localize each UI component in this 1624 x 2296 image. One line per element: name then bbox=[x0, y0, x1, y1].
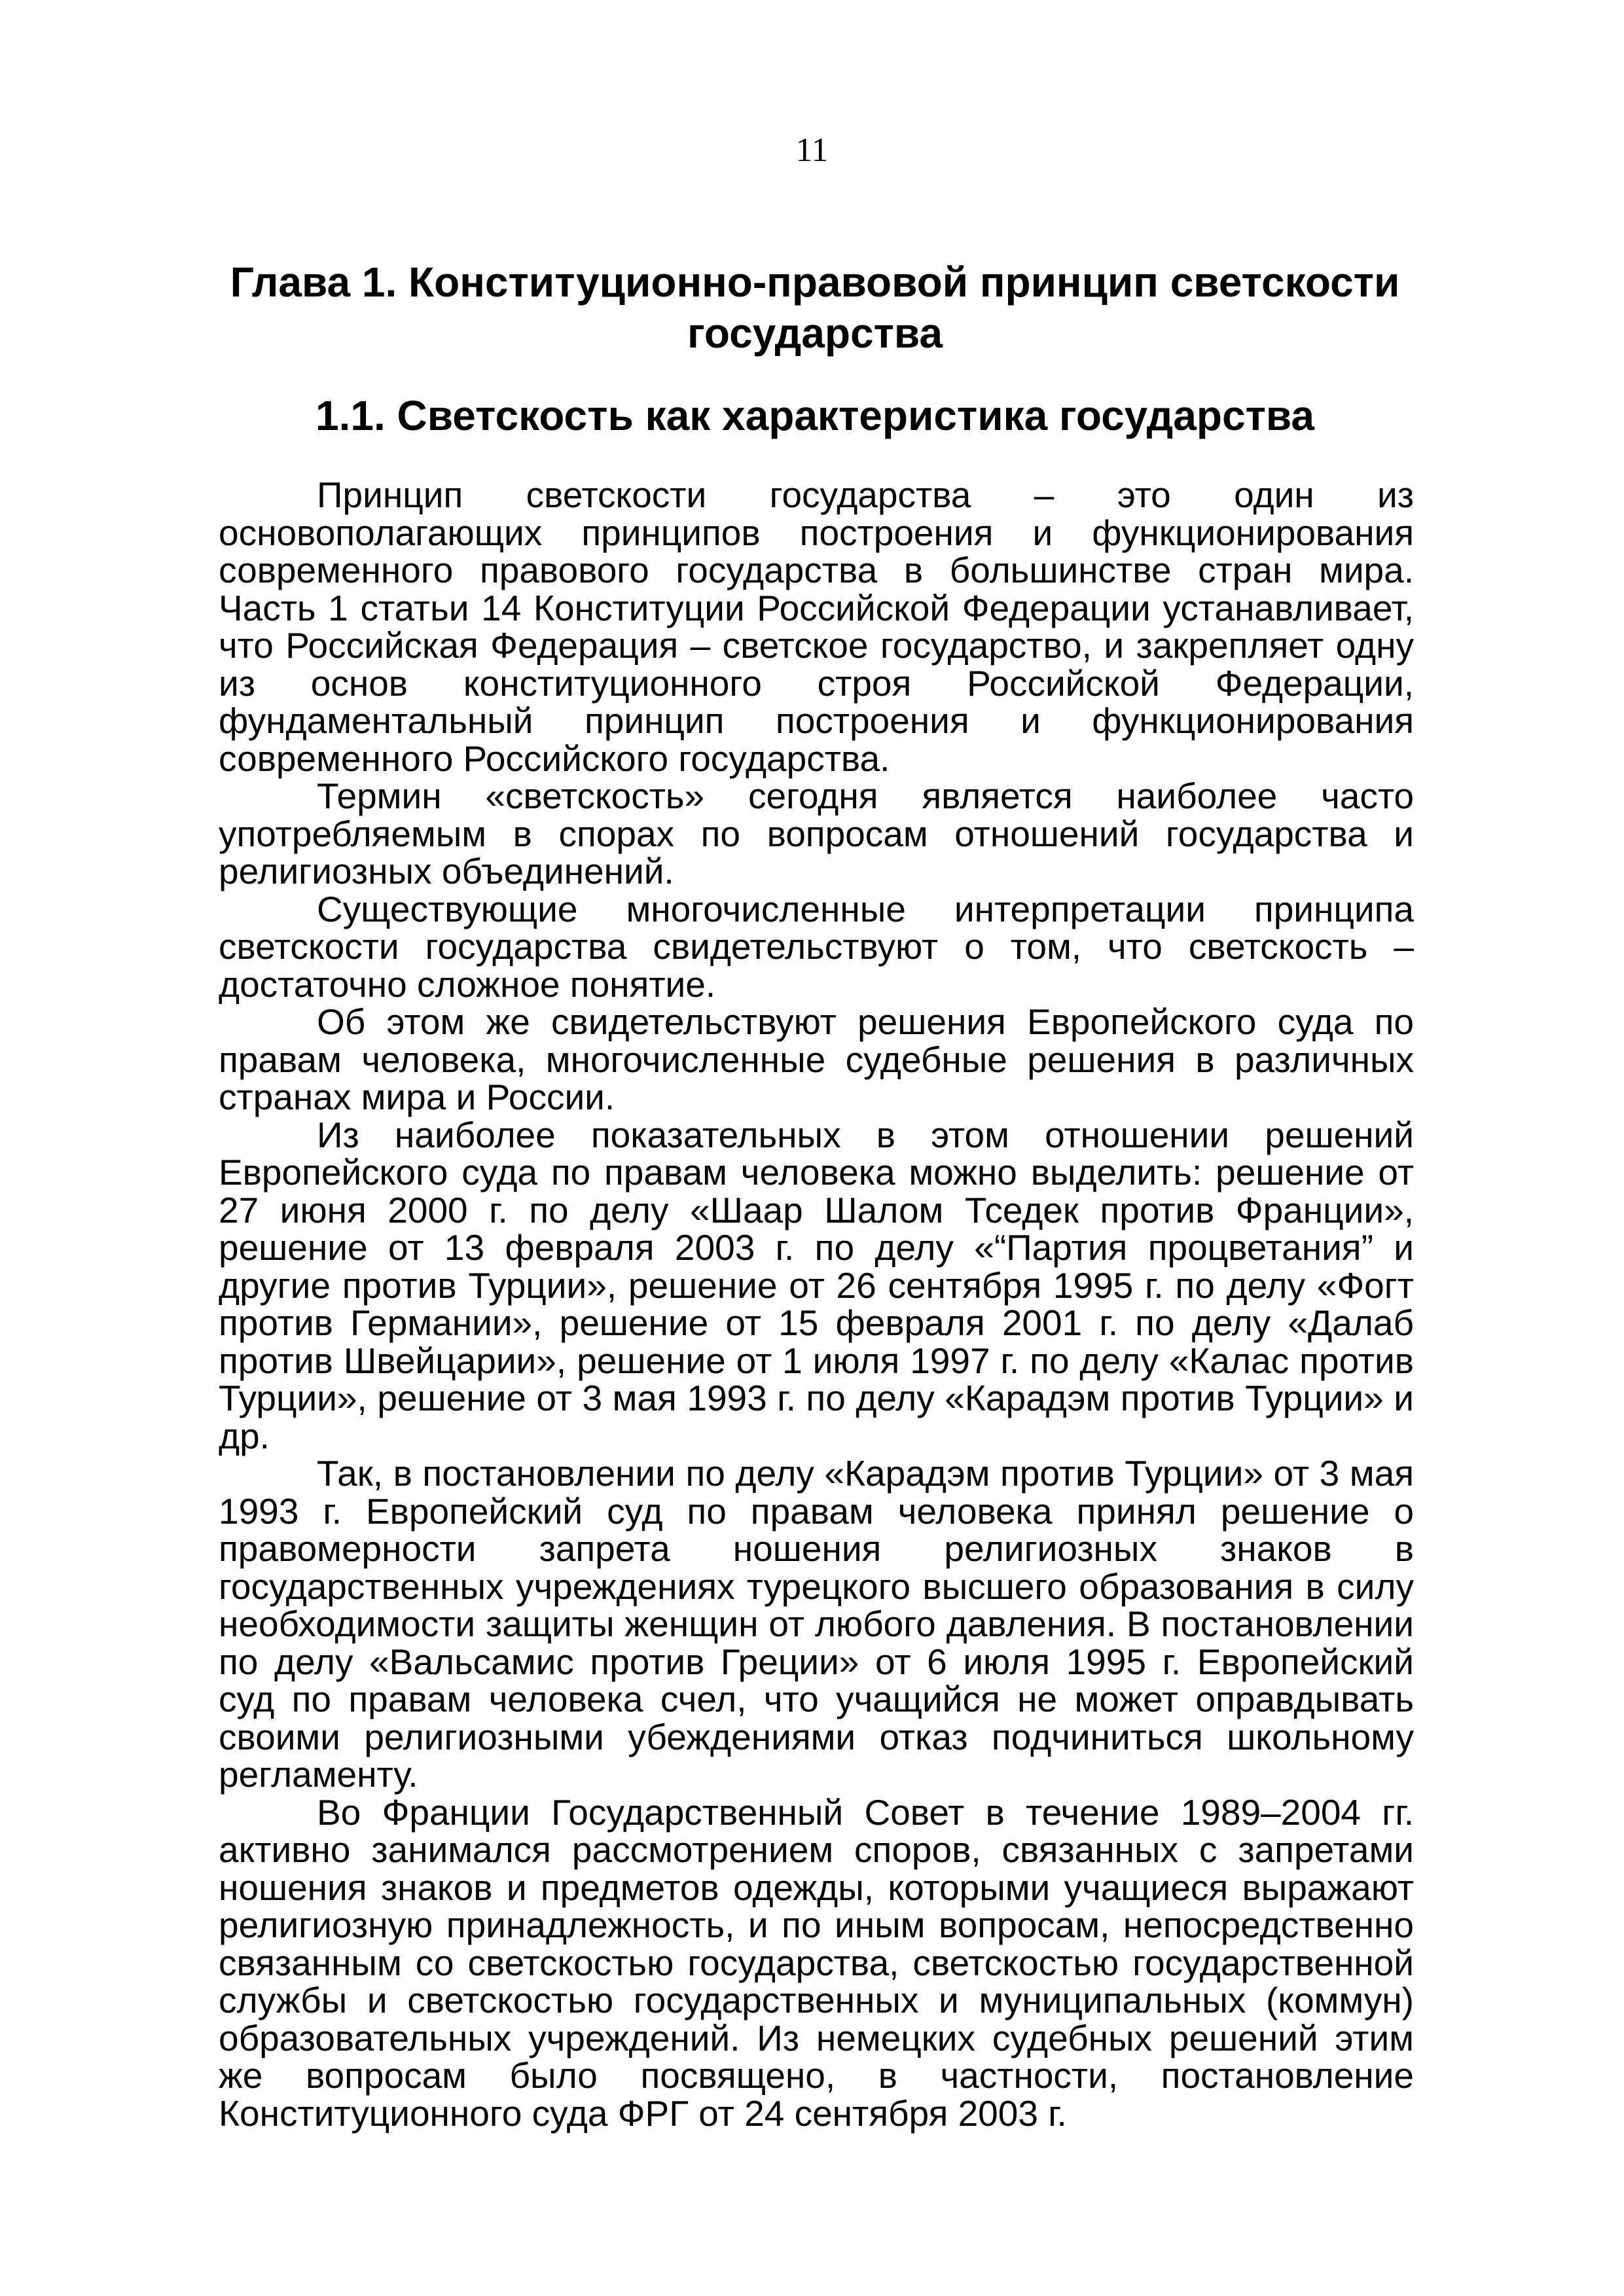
paragraph-6: Так, в постановлении по делу «Карадэм против Турции» от 3 мая 1993 г. Европейский суд по правам человека принял решение о правомерности запрета ношения религиозных знаков в государственных учреждениях турецкого высшего образования в силу необходимости защиты женщин от любого давления. В постановлении по делу «Вальсамис против Греции» от 6 июля 1995 г. Европейский суд по правам человека счел, что учащийся не может оправдывать своими религиозными убеждениями отказ подчиниться школьному регламенту. bbox=[219, 1453, 1414, 1795]
paragraph-7: Во Франции Государственный Совет в течение 1989–2004 гг. активно занимался рассмотрением споров, связанных с запретами ношения знаков и предметов одежды, которыми учащиеся выражают религиозную принадлежность, и по иным вопросам, непосредственно связанным со светскостью государства, светскостью государственной службы и светскостью государственных и муниципальных (коммун) образовательных учреждений. Из немецких судебных решений этим же вопросам было посвящено, в частности, постановление Конституционного суда ФРГ от 24 сентября 2003 г. bbox=[219, 1791, 1414, 2134]
paragraph-4: Об этом же свидетельствуют решения Европейского суда по правам человека, многочисленные судебные решения в различных странах мира и России. bbox=[219, 1001, 1414, 1117]
paragraph-1: Принцип светскости государства – это один из основополагающих принципов построения и функционирования современного правового государства в большинстве стран мира. Часть 1 статьи 14 Конституции Российской Федерации устанавливает, что Российская Федерация – светское государство, и закрепляет одну из основ конституционного строя Российской Федерации, фундаментальный принцип построения и функционирования современного Российского государства. bbox=[219, 475, 1414, 779]
paragraph-3: Существующие многочисленные интерпретации принципа светскости государства свидетельствуют о том, что светскость – достаточно сложное понятие. bbox=[219, 888, 1414, 1005]
body-text bbox=[219, 476, 1414, 2132]
paragraph-5: Из наиболее показательных в этом отношении решений Европейского суда по правам человека можно выделить: решение от 27 июня 2000 г. по делу «Шаар Шалом Тседек против Франции», решение от 13 февраля 2003 г. по делу «“Партия процветания” и другие против Турции», решение от 26 сентября 1995 г. по делу «Фогт против Германии», решение от 15 февраля 2001 г. по делу «Далаб против Швейцарии», решение от 1 июля 1997 г. по делу «Калас против Турции», решение от 3 мая 1993 г. по делу «Карадэм против Турции» и др. bbox=[219, 1114, 1414, 1456]
page-number: 11 bbox=[795, 132, 829, 169]
paragraph-2: Термин «светскость» сегодня является наиболее часто употребляемым в спорах по вопросам отношений государства и религиозных объединений. bbox=[219, 776, 1414, 891]
section-title: 1.1. Светскость как характеристика государства bbox=[316, 392, 1314, 439]
chapter-title: Глава 1. Конституционно-правовой принцип светскости государства bbox=[230, 259, 1400, 357]
